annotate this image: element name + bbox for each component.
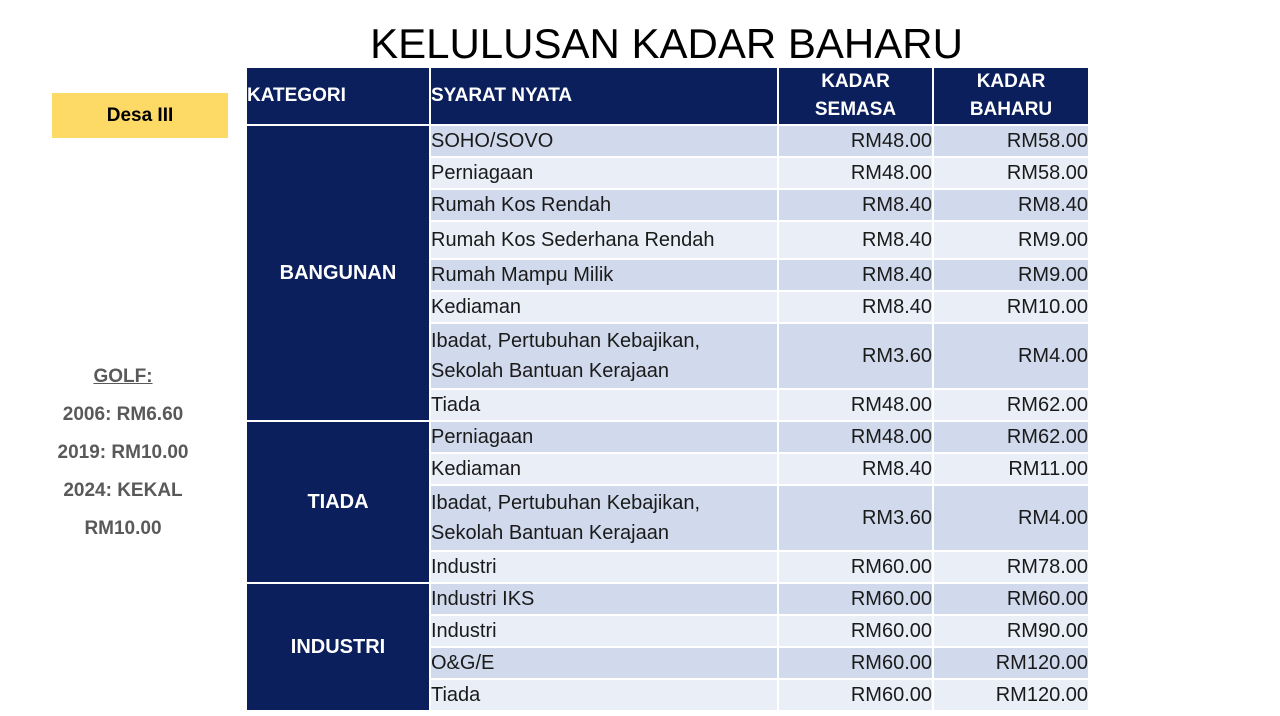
syarat-nyata-cell <box>430 157 778 189</box>
syarat-nyata-cell <box>430 389 778 421</box>
syarat-nyata-cell <box>430 421 778 453</box>
syarat-nyata-line: Sekolah Bantuan Kerajaan <box>431 360 669 382</box>
syarat-nyata-line: Rumah Kos Rendah <box>431 194 612 216</box>
syarat-nyata-line: Sekolah Bantuan Kerajaan <box>431 522 669 544</box>
golf-line: 2024: KEKAL <box>63 480 183 501</box>
kadar-baharu-cell: RM4.00 <box>933 323 1089 389</box>
syarat-nyata-cell <box>430 485 778 551</box>
kadar-semasa-cell: RM48.00 <box>778 421 933 453</box>
header-kadar-semasa <box>778 67 933 125</box>
header-kadar-semasa-line: SEMASA <box>814 99 897 120</box>
kadar-baharu-cell: RM78.00 <box>933 551 1089 583</box>
kadar-semasa-cell: RM60.00 <box>778 583 933 615</box>
kategori-cell: BANGUNAN <box>246 125 430 421</box>
syarat-nyata-line: Tiada <box>431 394 481 416</box>
kadar-semasa-cell: RM60.00 <box>778 679 933 711</box>
kadar-baharu-cell: RM120.00 <box>933 679 1089 711</box>
syarat-nyata-cell <box>430 221 778 259</box>
table-body <box>246 125 1089 711</box>
table-row <box>246 583 1089 615</box>
syarat-nyata-line: Rumah Kos Sederhana Rendah <box>431 229 715 251</box>
syarat-nyata-line: Industri <box>431 556 497 578</box>
kadar-baharu-cell: RM62.00 <box>933 421 1089 453</box>
syarat-nyata-line: Kediaman <box>431 296 522 318</box>
kadar-semasa-cell: RM48.00 <box>778 157 933 189</box>
syarat-nyata-line: O&G/E <box>431 652 495 674</box>
syarat-nyata-cell <box>430 583 778 615</box>
header-kadar-baharu-line: KADAR <box>976 71 1046 92</box>
kadar-semasa-cell: RM60.00 <box>778 551 933 583</box>
kadar-semasa-cell: RM3.60 <box>778 323 933 389</box>
kadar-semasa-cell: RM60.00 <box>778 615 933 647</box>
header-kadar-semasa-line: KADAR <box>821 71 890 92</box>
golf-heading: GOLF: <box>93 366 153 387</box>
syarat-nyata-cell <box>430 259 778 291</box>
golf-line: 2019: RM10.00 <box>57 442 189 463</box>
syarat-nyata-cell <box>430 679 778 711</box>
table-row <box>246 421 1089 453</box>
kadar-baharu-cell: RM58.00 <box>933 125 1089 157</box>
kadar-semasa-cell: RM60.00 <box>778 647 933 679</box>
syarat-nyata-cell <box>430 323 778 389</box>
area-badge: Desa III <box>52 93 228 138</box>
header-kategori: KATEGORI <box>246 67 430 125</box>
syarat-nyata-line: Kediaman <box>431 458 522 480</box>
kadar-baharu-cell: RM60.00 <box>933 583 1089 615</box>
syarat-nyata-line: Tiada <box>431 684 481 706</box>
syarat-nyata-cell <box>430 453 778 485</box>
syarat-nyata-cell <box>430 189 778 221</box>
kadar-baharu-cell: RM62.00 <box>933 389 1089 421</box>
rates-table <box>245 66 1090 712</box>
kategori-cell: TIADA <box>246 421 430 583</box>
kadar-baharu-cell: RM8.40 <box>933 189 1089 221</box>
syarat-nyata-line: Ibadat, Pertubuhan Kebajikan, <box>431 330 701 352</box>
syarat-nyata-line: Rumah Mampu Milik <box>431 264 614 286</box>
syarat-nyata-line: Perniagaan <box>431 162 534 184</box>
kadar-semasa-cell: RM48.00 <box>778 389 933 421</box>
golf-note <box>30 362 216 552</box>
syarat-nyata-cell <box>430 647 778 679</box>
syarat-nyata-cell <box>430 551 778 583</box>
kadar-semasa-cell: RM8.40 <box>778 221 933 259</box>
kadar-baharu-cell: RM11.00 <box>933 453 1089 485</box>
kadar-semasa-cell: RM48.00 <box>778 125 933 157</box>
golf-line: RM10.00 <box>84 518 162 539</box>
kadar-baharu-cell: RM58.00 <box>933 157 1089 189</box>
kadar-baharu-cell: RM90.00 <box>933 615 1089 647</box>
kadar-semasa-cell: RM8.40 <box>778 453 933 485</box>
syarat-nyata-cell <box>430 615 778 647</box>
kadar-semasa-cell: RM8.40 <box>778 259 933 291</box>
syarat-nyata-line: Perniagaan <box>431 426 534 448</box>
kadar-semasa-cell: RM8.40 <box>778 291 933 323</box>
kadar-baharu-cell: RM4.00 <box>933 485 1089 551</box>
header-kadar-baharu <box>933 67 1089 125</box>
table-row <box>246 125 1089 157</box>
kategori-cell: INDUSTRI <box>246 583 430 711</box>
golf-line: 2006: RM6.60 <box>62 404 184 425</box>
kadar-semasa-cell: RM3.60 <box>778 485 933 551</box>
table-header-row <box>246 67 1089 125</box>
kadar-semasa-cell: RM8.40 <box>778 189 933 221</box>
page-title: KELULUSAN KADAR BAHARU <box>370 20 963 67</box>
header-syarat-nyata: SYARAT NYATA <box>430 67 778 125</box>
kadar-baharu-cell: RM120.00 <box>933 647 1089 679</box>
syarat-nyata-line: SOHO/SOVO <box>431 130 554 152</box>
syarat-nyata-line: Industri <box>431 620 497 642</box>
syarat-nyata-cell <box>430 291 778 323</box>
kadar-baharu-cell: RM9.00 <box>933 259 1089 291</box>
syarat-nyata-line: Industri IKS <box>431 588 535 610</box>
kadar-baharu-cell: RM10.00 <box>933 291 1089 323</box>
header-kadar-baharu-line: BAHARU <box>969 99 1053 120</box>
kadar-baharu-cell: RM9.00 <box>933 221 1089 259</box>
syarat-nyata-cell <box>430 125 778 157</box>
syarat-nyata-line: Ibadat, Pertubuhan Kebajikan, <box>431 492 701 514</box>
